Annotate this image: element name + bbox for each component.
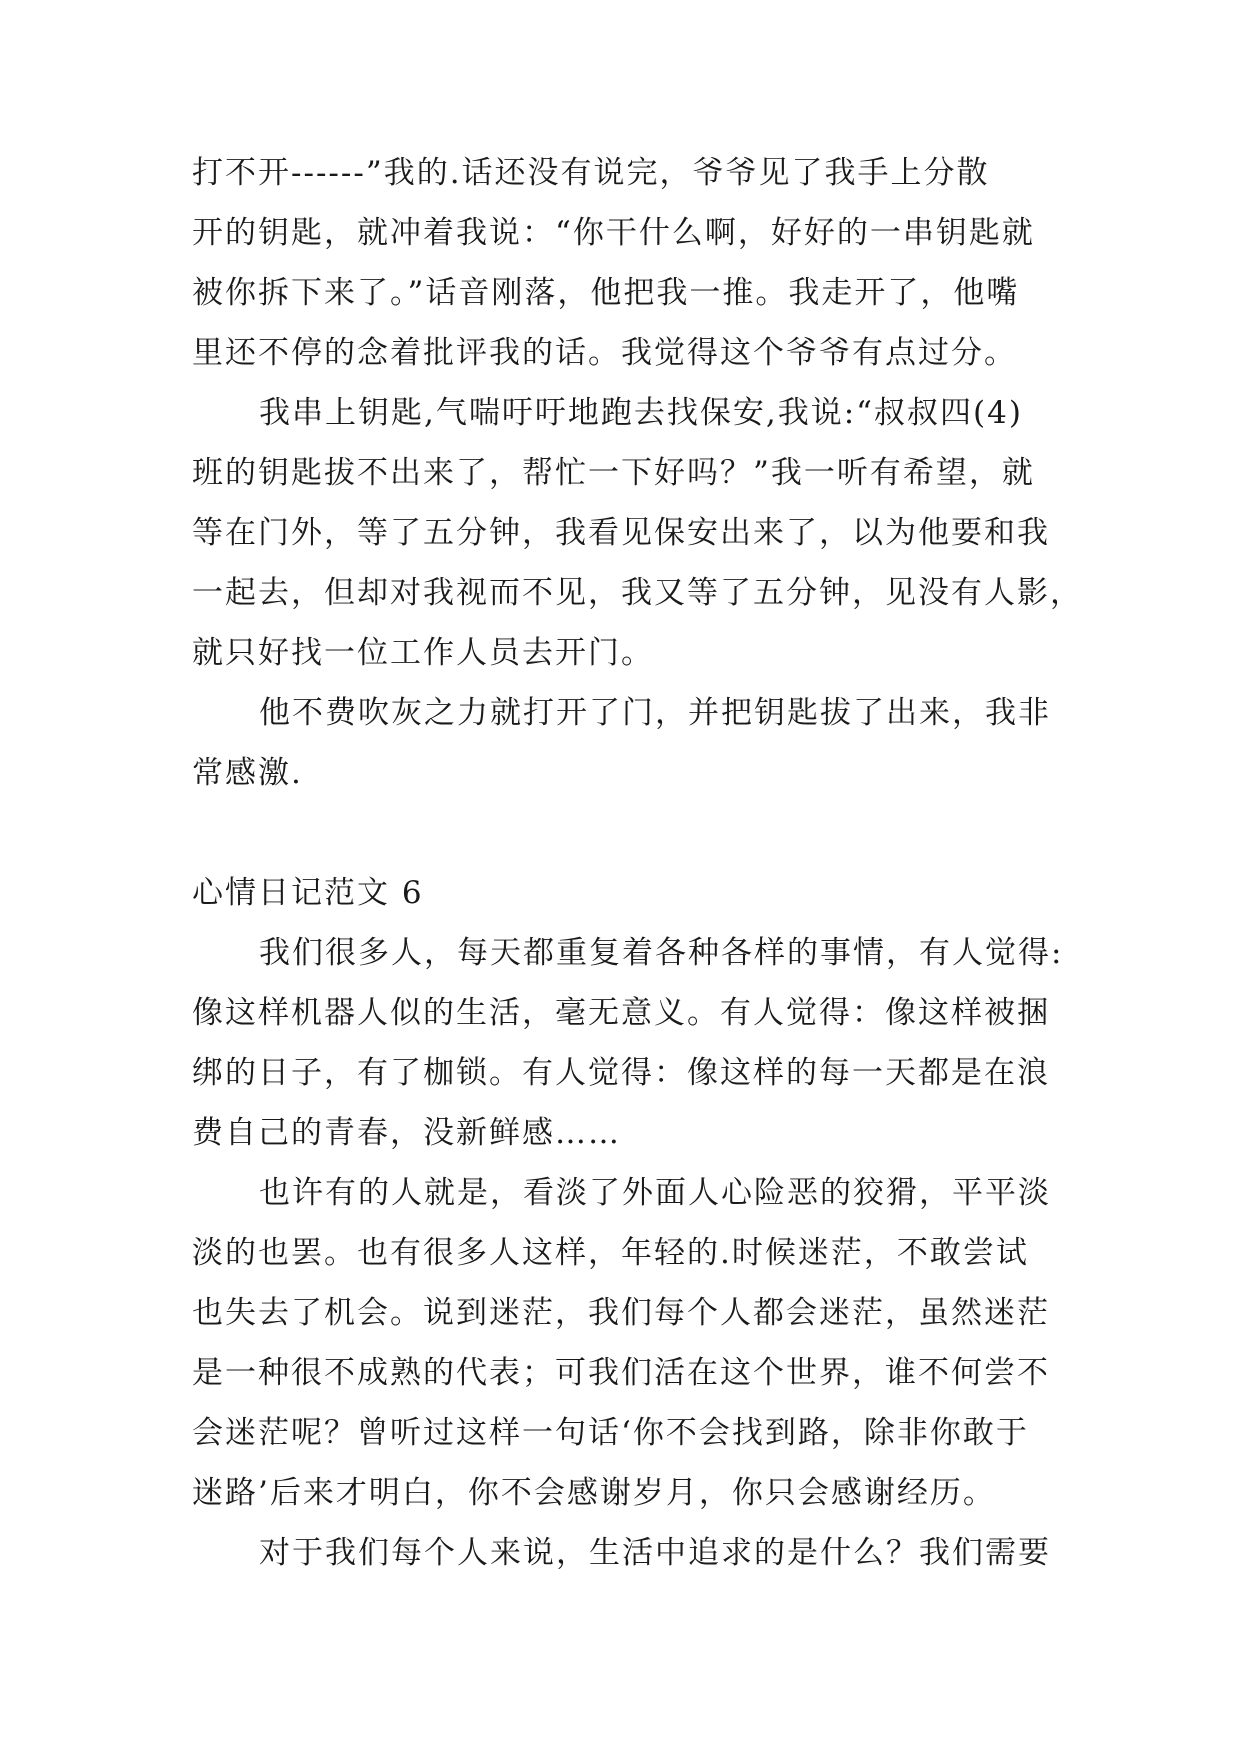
article-bottom bbox=[192, 923, 1064, 1583]
paragraph bbox=[192, 1523, 1052, 1583]
text-line: 会迷茫呢？曾听过这样一句话‘你不会找到路，除非你敢于 bbox=[192, 1415, 1029, 1451]
text-line: 也许有的人就是，看淡了外面人心险恶的狡猾，平平淡 bbox=[259, 1175, 1051, 1211]
text-line: 等在门外，等了五分钟，我看见保安出来了，以为他要和我 bbox=[192, 515, 1050, 551]
paragraph bbox=[192, 683, 1052, 803]
text-line: 迷路’后来才明白，你不会感谢岁月，你只会感谢经历。 bbox=[192, 1475, 996, 1511]
text-line: 班的钥匙拔不出来了，帮忙一下好吗？”我一听有希望，就 bbox=[192, 455, 1035, 491]
text-line: 费自己的青春，没新鲜感…… bbox=[192, 1115, 621, 1151]
text-line: 是一种很不成熟的代表；可我们活在这个世界，谁不何尝不 bbox=[192, 1355, 1050, 1391]
paragraph bbox=[192, 383, 1083, 683]
text-line: 他不费吹灰之力就打开了门，并把钥匙拔了出来，我非 bbox=[259, 695, 1051, 731]
text-line: 对于我们每个人来说，生活中追求的是什么？我们需要 bbox=[259, 1535, 1051, 1571]
paragraph bbox=[192, 1163, 1052, 1523]
text-line: 也失去了机会。说到迷茫，我们每个人都会迷茫，虽然迷茫 bbox=[192, 1295, 1050, 1331]
text-line: 绑的日子，有了枷锁。有人觉得：像这样的每一天都是在浪 bbox=[192, 1055, 1050, 1091]
text-line: 就只好找一位工作人员去开门。 bbox=[192, 635, 654, 671]
paragraph bbox=[192, 923, 1064, 1163]
paragraph bbox=[192, 143, 1052, 383]
text-line: 我串上钥匙,气喘吁吁地跑去找保安,我说:“叔叔四(4) bbox=[259, 395, 1023, 431]
article-top bbox=[192, 143, 1083, 803]
text-line: 我们很多人，每天都重复着各种各样的事情，有人觉得: bbox=[259, 935, 1064, 971]
text-line: 像这样机器人似的生活，毫无意义。有人觉得：像这样被捆 bbox=[192, 995, 1050, 1031]
text-line: 常感激. bbox=[192, 755, 303, 791]
text-line: 淡的也罢。也有很多人这样，年轻的.时候迷茫，不敢尝试 bbox=[192, 1235, 1029, 1271]
text-line: 一起去，但却对我视而不见，我又等了五分钟，见没有人影， bbox=[192, 575, 1083, 611]
text-line: 被你拆下来了。”话音刚落，他把我一推。我走开了，他嘴 bbox=[192, 275, 1020, 311]
text-line: 里还不停的念着批评我的话。我觉得这个爷爷有点过分。 bbox=[192, 335, 1017, 371]
section-heading: 心情日记范文 6 bbox=[192, 875, 424, 911]
text-line: 开的钥匙，就冲着我说：“你干什么啊，好好的一串钥匙就 bbox=[192, 215, 1035, 251]
text-line: 打不开------”我的.话还没有说完，爷爷见了我手上分散 bbox=[192, 155, 990, 191]
